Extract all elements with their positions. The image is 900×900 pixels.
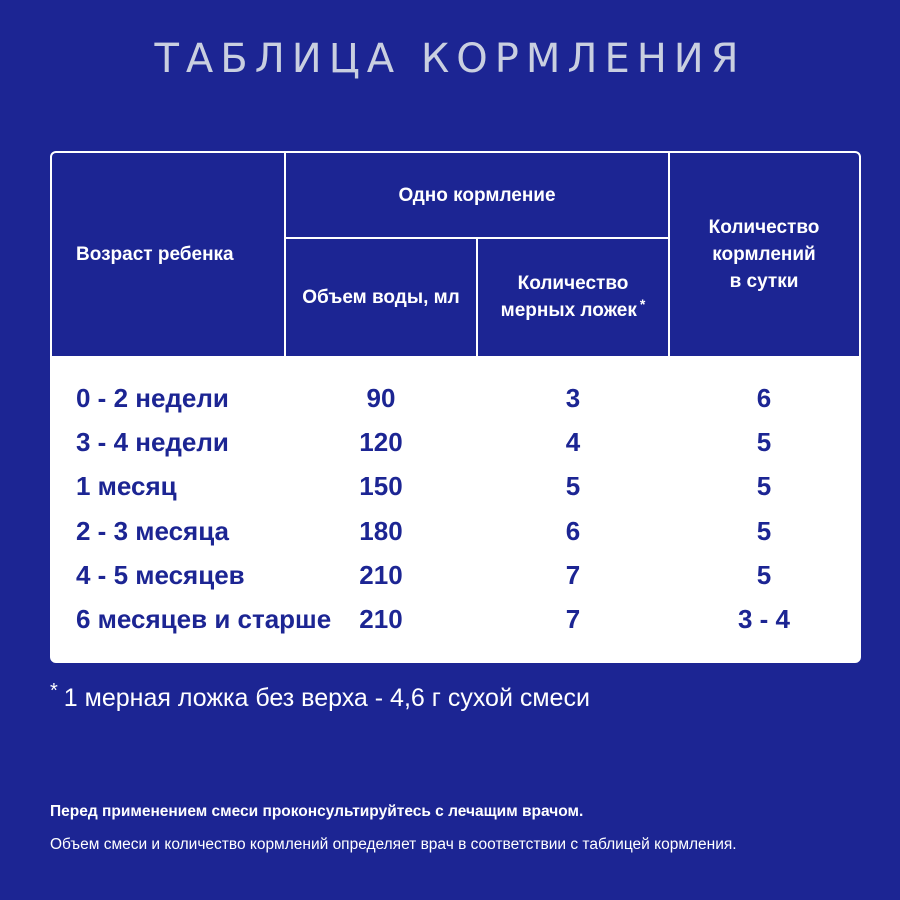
consult-doctor-note: Перед применением смеси проконсультируйтесь с лечащим врачом. xyxy=(50,803,584,820)
row-age: 2 - 3 месяца xyxy=(76,515,229,546)
footnote-mark: * xyxy=(50,679,58,702)
table-row xyxy=(52,378,859,422)
row-age: 6 месяцев и старше xyxy=(76,603,332,634)
header-feedings-per-day xyxy=(669,153,859,356)
row-water: 90 xyxy=(366,383,396,413)
doctor-determines-note: Объем смеси и количество кормлений определяет врач в соответствии с таблицей кормления. xyxy=(50,836,737,853)
header-spoons-line2: мерных ложек xyxy=(500,300,637,321)
row-water: 120 xyxy=(359,427,403,458)
row-water: 210 xyxy=(359,603,403,634)
header-divider xyxy=(284,153,286,356)
row-age: 1 месяц xyxy=(76,471,177,502)
row-age: 0 - 2 недели xyxy=(76,383,229,413)
header-divider xyxy=(476,238,478,356)
header-feedings-line3: в сутки xyxy=(729,271,799,292)
row-water: 210 xyxy=(359,559,403,590)
row-feedings: 5 xyxy=(756,559,772,590)
table-row xyxy=(52,555,859,599)
header-feedings-line2: кормлений xyxy=(712,244,816,265)
row-feedings: 5 xyxy=(756,515,772,546)
header-spoons-mark: * xyxy=(639,295,646,312)
row-spoons: 3 xyxy=(565,383,581,413)
table-row xyxy=(52,466,859,510)
row-age: 4 - 5 месяцев xyxy=(76,559,245,590)
row-feedings: 5 xyxy=(756,471,772,502)
table-row xyxy=(52,599,859,643)
row-water: 150 xyxy=(359,471,403,502)
table-row xyxy=(52,511,859,555)
row-feedings: 3 - 4 xyxy=(737,603,791,634)
table-row xyxy=(52,422,859,466)
feeding-table xyxy=(50,151,861,663)
row-spoons: 5 xyxy=(565,471,581,502)
page-title: ТАБЛИЦА КОРМЛЕНИЯ xyxy=(154,36,746,82)
header-divider xyxy=(668,153,670,356)
table-header xyxy=(52,153,859,356)
row-spoons: 4 xyxy=(565,427,581,458)
footnote-text: 1 мерная ложка без верха - 4,6 г сухой смеси xyxy=(63,684,590,712)
row-age: 3 - 4 недели xyxy=(76,427,229,458)
header-divider xyxy=(285,237,669,239)
header-spoons xyxy=(477,238,669,356)
header-age: Возраст ребенка xyxy=(76,244,234,265)
row-water: 180 xyxy=(359,515,403,546)
header-water-volume: Объем воды, мл xyxy=(302,286,460,308)
header-one-feeding: Одно кормление xyxy=(398,185,556,206)
header-spoons-line1: Количество xyxy=(517,273,629,294)
table-body xyxy=(52,378,859,643)
row-spoons: 7 xyxy=(565,603,581,634)
row-spoons: 7 xyxy=(565,559,581,590)
footnote xyxy=(50,679,590,713)
header-feedings-line1: Количество xyxy=(708,217,820,238)
row-feedings: 6 xyxy=(756,383,772,413)
row-feedings: 5 xyxy=(756,427,772,458)
row-spoons: 6 xyxy=(565,515,581,546)
